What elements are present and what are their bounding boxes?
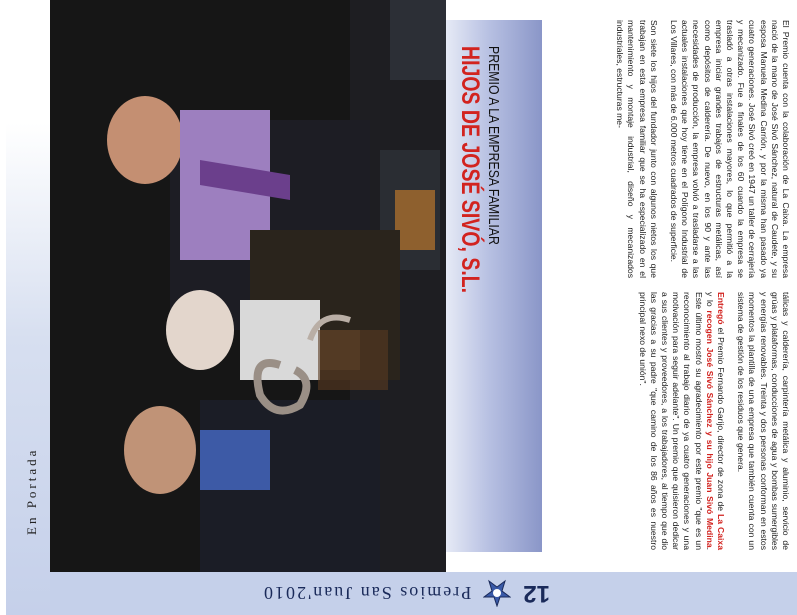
side-margin [0, 0, 50, 615]
body-text: el Premio Fernando Garijo, director de zona de [715, 324, 726, 515]
main-photo [50, 0, 446, 572]
award-ceremony-photo [50, 0, 446, 572]
article-headline: HIJOS DE JOSÉ SIVÓ, S.L. [456, 46, 484, 294]
highlight-text: La Caixa [715, 514, 726, 550]
text-column-2 [627, 292, 791, 550]
article-body [552, 20, 797, 572]
article-kicker: PREMIO A LA EMPRESA FAMILIAR [485, 46, 502, 245]
paragraph: tálicas y calderería, carpintería metálica y aluminio, servicio de grúas y plataformas, conducciones de agua y bombas sumergibles y energías renovables. Treinta y dos personas conforman en estos momentos la plantilla de una empresa que también cuenta con un sistema de gestión de los residuos que genera. [736, 292, 791, 550]
paragraph [636, 292, 726, 550]
paragraph: Son siete los hijos del fundador junto con algunos nietos los que trabajan en esta empresa familiar que se ha especializado en el mantenimiento y montaje industrial, diseño y mecanizados industriales, estructuras me- [615, 20, 659, 278]
paragraph: El Premio cuenta con la colaboración de La Caixa. La empresa nació de la mano de José Sivó Sánchez, natural de Caudete, y su esposa Manuela Medina Carrión, y por la misma han pasado ya cuatro generaciones. José Sivó creó en 1947 un taller de cerrajería y mecanizado. Fue a finales de los 60 cuando la empresa se trasladó a otras instalaciones mayores, lo que permitió a la empresa iniciar grandes trabajos de estructuras metálicas, así como depósitos de calderería. De nuevo, en los 90 y ante las necesidades de producción, la empresa volvió a trasladarse a las actuales instalaciones que hoy tiene en el Polígono Industrial de Los Villares, con más de 6.000 metros cuadrados de superficie. [668, 20, 791, 278]
text-column-1 [605, 20, 791, 278]
highlight-text: Entregó [715, 292, 726, 325]
body-text: y lo [704, 292, 715, 311]
highlight-text: recogen José Sivó Sánchez y su hijo Juan Sivó Medina [704, 310, 715, 548]
section-label: En Portada [24, 447, 39, 535]
footer-title: Premios San Juan'2010 [262, 583, 472, 604]
page-number: 12 [523, 580, 550, 607]
page-footer [50, 572, 797, 615]
headline-band [446, 20, 542, 552]
body-text: . Este último mostró su agradecimiento por este premio "que es un reconocimiento al trabajo diario de ya cuatro generaciones y una motivación para seguir adelante". Un premio que quisieron dedicar a sus clientes y proveedores, a los trabajadores, al tiempo que dio las gracias a su padre "que camino de los 86 años es nuestro principal nexo de unión". [637, 292, 715, 550]
star-logo-icon [483, 579, 511, 607]
